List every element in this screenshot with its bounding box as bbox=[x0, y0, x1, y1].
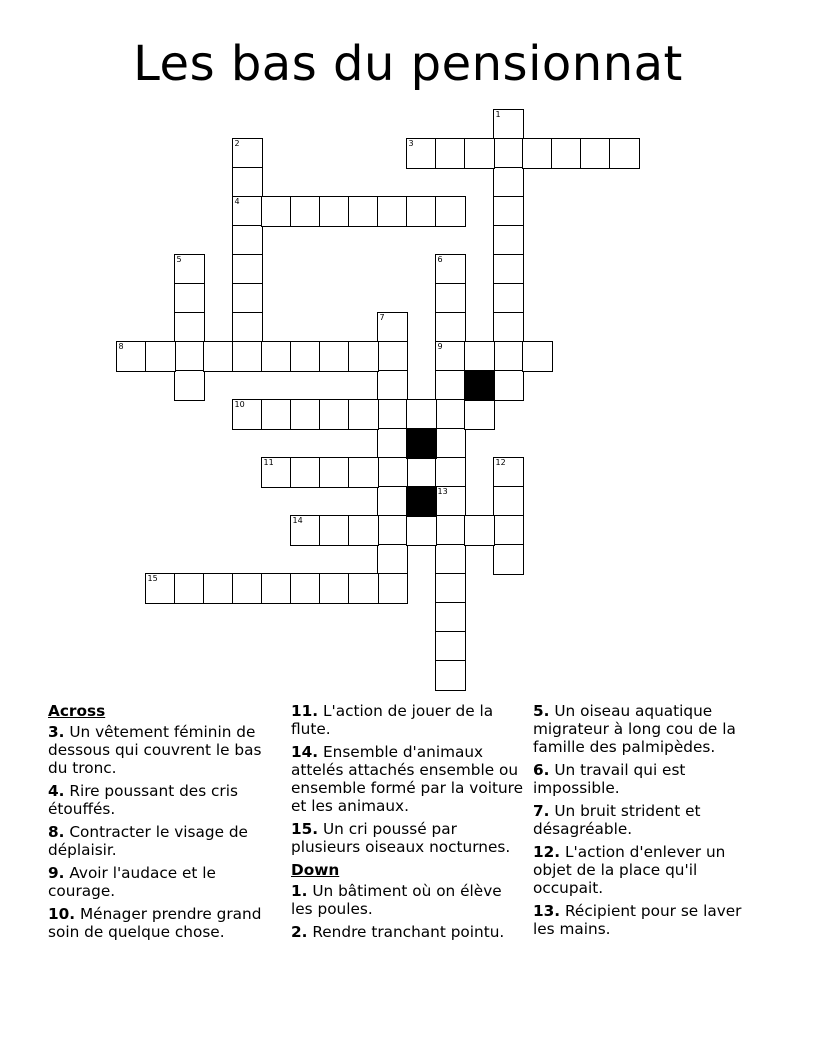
grid-cell[interactable] bbox=[261, 457, 292, 488]
grid-cell[interactable] bbox=[232, 341, 263, 372]
clue-down-13: 13. Récipient pour se laver les mains. bbox=[533, 902, 742, 938]
grid-cell[interactable] bbox=[232, 283, 263, 314]
grid-cell[interactable] bbox=[377, 457, 408, 488]
clue-number: 15 bbox=[147, 573, 158, 583]
grid-cell[interactable] bbox=[377, 544, 408, 575]
grid-cell[interactable] bbox=[435, 138, 466, 169]
grid-cell[interactable] bbox=[348, 341, 379, 372]
page-title: Les bas du pensionnat bbox=[133, 36, 683, 92]
clue-number: 1 bbox=[495, 109, 501, 119]
clue-across-4: 4. Rire poussant des cris étouffés. bbox=[48, 782, 238, 818]
grid-cell[interactable] bbox=[348, 196, 379, 227]
grid-cell[interactable] bbox=[464, 138, 495, 169]
clue-across-14: 14. Ensemble d'animaux attelés attachés ensemble ou ensemble formé par la voiture et les animaux. bbox=[291, 743, 524, 815]
grid-cell[interactable] bbox=[435, 573, 466, 604]
grid-cell[interactable] bbox=[435, 341, 466, 372]
grid-cell[interactable] bbox=[377, 428, 408, 459]
grid-cell[interactable] bbox=[319, 341, 350, 372]
grid-cell[interactable] bbox=[261, 399, 292, 430]
clue-number: 5 bbox=[176, 254, 182, 264]
grid-cell[interactable] bbox=[522, 138, 553, 169]
clue-down-1: 1. Un bâtiment où on élève les poules. bbox=[291, 882, 502, 918]
grid-cell[interactable] bbox=[406, 515, 437, 546]
grid-cell[interactable] bbox=[435, 515, 466, 546]
grid-cell[interactable] bbox=[435, 631, 466, 662]
grid-cell[interactable] bbox=[319, 515, 350, 546]
down-heading: Down bbox=[291, 861, 340, 879]
grid-cell[interactable] bbox=[174, 283, 205, 314]
grid-cell[interactable] bbox=[290, 399, 321, 430]
grid-cell[interactable] bbox=[174, 312, 205, 343]
grid-cell[interactable] bbox=[493, 486, 524, 517]
grid-cell[interactable] bbox=[493, 370, 524, 401]
grid-cell[interactable] bbox=[319, 573, 350, 604]
grid-cell[interactable] bbox=[493, 341, 524, 372]
grid-cell[interactable] bbox=[435, 283, 466, 314]
grid-cell[interactable] bbox=[203, 341, 234, 372]
grid-cell[interactable] bbox=[464, 341, 495, 372]
grid-cell[interactable] bbox=[493, 283, 524, 314]
grid-cell[interactable] bbox=[290, 341, 321, 372]
grid-cell[interactable] bbox=[290, 515, 321, 546]
clue-number: 12 bbox=[495, 457, 506, 467]
grid-cell[interactable] bbox=[493, 167, 524, 198]
grid-cell[interactable] bbox=[319, 399, 350, 430]
clue-number: 7 bbox=[379, 312, 385, 322]
grid-cell[interactable] bbox=[493, 196, 524, 227]
grid-cell[interactable] bbox=[174, 341, 205, 372]
grid-cell[interactable] bbox=[348, 515, 379, 546]
grid-cell[interactable] bbox=[232, 167, 263, 198]
grid-cell[interactable] bbox=[348, 573, 379, 604]
grid-cell[interactable] bbox=[609, 138, 640, 169]
grid-cell[interactable] bbox=[261, 196, 292, 227]
clue-across-8: 8. Contracter le visage de déplaisir. bbox=[48, 823, 248, 859]
grid-cell[interactable] bbox=[377, 399, 408, 430]
grid-cell[interactable] bbox=[348, 399, 379, 430]
grid-cell[interactable] bbox=[493, 138, 524, 169]
grid-cell[interactable] bbox=[377, 341, 408, 372]
grid-cell[interactable] bbox=[232, 399, 263, 430]
grid-cell[interactable] bbox=[493, 544, 524, 575]
grid-cell[interactable] bbox=[348, 457, 379, 488]
grid-cell[interactable] bbox=[377, 312, 408, 343]
grid-cell[interactable] bbox=[116, 341, 147, 372]
clue-across-3: 3. Un vêtement féminin de dessous qui couvrent le bas du tronc. bbox=[48, 723, 262, 777]
across-heading: Across bbox=[48, 702, 106, 720]
grid-cell[interactable] bbox=[464, 515, 495, 546]
grid-cell[interactable] bbox=[435, 370, 466, 401]
grid-cell[interactable] bbox=[435, 486, 466, 517]
grid-cell[interactable] bbox=[232, 196, 263, 227]
grid-cell[interactable] bbox=[435, 660, 466, 691]
clue-across-9: 9. Avoir l'audace et le courage. bbox=[48, 864, 216, 900]
clue-number: 6 bbox=[437, 254, 443, 264]
grid-cell[interactable] bbox=[435, 457, 466, 488]
grid-cell[interactable] bbox=[377, 573, 408, 604]
grid-cell[interactable] bbox=[232, 573, 263, 604]
grid-cell[interactable] bbox=[406, 138, 437, 169]
grid-cell[interactable] bbox=[145, 573, 176, 604]
grid-block bbox=[406, 486, 437, 517]
grid-cell[interactable] bbox=[174, 573, 205, 604]
grid-cell[interactable] bbox=[377, 370, 408, 401]
grid-cell[interactable] bbox=[290, 196, 321, 227]
grid-cell[interactable] bbox=[232, 312, 263, 343]
grid-cell[interactable] bbox=[319, 457, 350, 488]
clue-number: 14 bbox=[292, 515, 303, 525]
grid-cell[interactable] bbox=[435, 428, 466, 459]
clue-down-7: 7. Un bruit strident et désagréable. bbox=[533, 802, 701, 838]
clue-across-10: 10. Ménager prendre grand soin de quelque chose. bbox=[48, 905, 262, 941]
grid-cell[interactable] bbox=[493, 515, 524, 546]
clues-column-3 bbox=[533, 702, 765, 943]
grid-cell[interactable] bbox=[493, 254, 524, 285]
clue-number: 8 bbox=[118, 341, 124, 351]
grid-cell[interactable] bbox=[493, 225, 524, 256]
grid-cell[interactable] bbox=[174, 254, 205, 285]
clue-down-2: 2. Rendre tranchant pointu. bbox=[291, 923, 505, 941]
clue-down-6: 6. Un travail qui est impossible. bbox=[533, 761, 686, 797]
grid-cell[interactable] bbox=[319, 196, 350, 227]
grid-cell[interactable] bbox=[493, 457, 524, 488]
grid-cell[interactable] bbox=[406, 399, 437, 430]
grid-cell[interactable] bbox=[580, 138, 611, 169]
clue-down-5: 5. Un oiseau aquatique migrateur à long cou de la famille des palmipèdes. bbox=[533, 702, 736, 756]
clues-column-2 bbox=[291, 702, 523, 946]
grid-cell[interactable] bbox=[232, 138, 263, 169]
grid-cell[interactable] bbox=[493, 109, 524, 140]
grid-cell[interactable] bbox=[261, 341, 292, 372]
clue-number: 4 bbox=[234, 196, 240, 206]
grid-cell[interactable] bbox=[522, 341, 553, 372]
clue-number: 2 bbox=[234, 138, 240, 148]
grid-cell[interactable] bbox=[435, 399, 466, 430]
grid-cell[interactable] bbox=[232, 225, 263, 256]
grid-cell[interactable] bbox=[435, 312, 466, 343]
grid-cell[interactable] bbox=[290, 457, 321, 488]
clue-down-12: 12. L'action d'enlever un objet de la place qu'il occupait. bbox=[533, 843, 726, 897]
grid-block bbox=[464, 370, 495, 401]
clue-number: 13 bbox=[437, 486, 448, 496]
grid-cell[interactable] bbox=[290, 573, 321, 604]
grid-cell[interactable] bbox=[464, 399, 495, 430]
grid-cell[interactable] bbox=[232, 254, 263, 285]
grid-cell[interactable] bbox=[174, 370, 205, 401]
grid-cell[interactable] bbox=[203, 573, 234, 604]
grid-cell[interactable] bbox=[261, 573, 292, 604]
grid-cell[interactable] bbox=[435, 544, 466, 575]
clue-across-11: 11. L'action de jouer de la flute. bbox=[291, 702, 494, 738]
grid-cell[interactable] bbox=[377, 486, 408, 517]
grid-cell[interactable] bbox=[435, 196, 466, 227]
clue-across-15: 15. Un cri poussé par plusieurs oiseaux nocturnes. bbox=[291, 820, 511, 856]
clue-number: 11 bbox=[263, 457, 274, 467]
clues-column-1 bbox=[48, 702, 280, 946]
grid-cell[interactable] bbox=[435, 254, 466, 285]
grid-cell[interactable] bbox=[493, 312, 524, 343]
grid-cell[interactable] bbox=[377, 196, 408, 227]
grid-cell[interactable] bbox=[406, 196, 437, 227]
clue-number: 10 bbox=[234, 399, 245, 409]
grid-cell[interactable] bbox=[551, 138, 582, 169]
grid-cell[interactable] bbox=[145, 341, 176, 372]
grid-cell[interactable] bbox=[435, 602, 466, 633]
grid-block bbox=[406, 428, 437, 459]
clue-number: 9 bbox=[437, 341, 443, 351]
clue-number: 3 bbox=[408, 138, 414, 148]
grid-cell[interactable] bbox=[377, 515, 408, 546]
